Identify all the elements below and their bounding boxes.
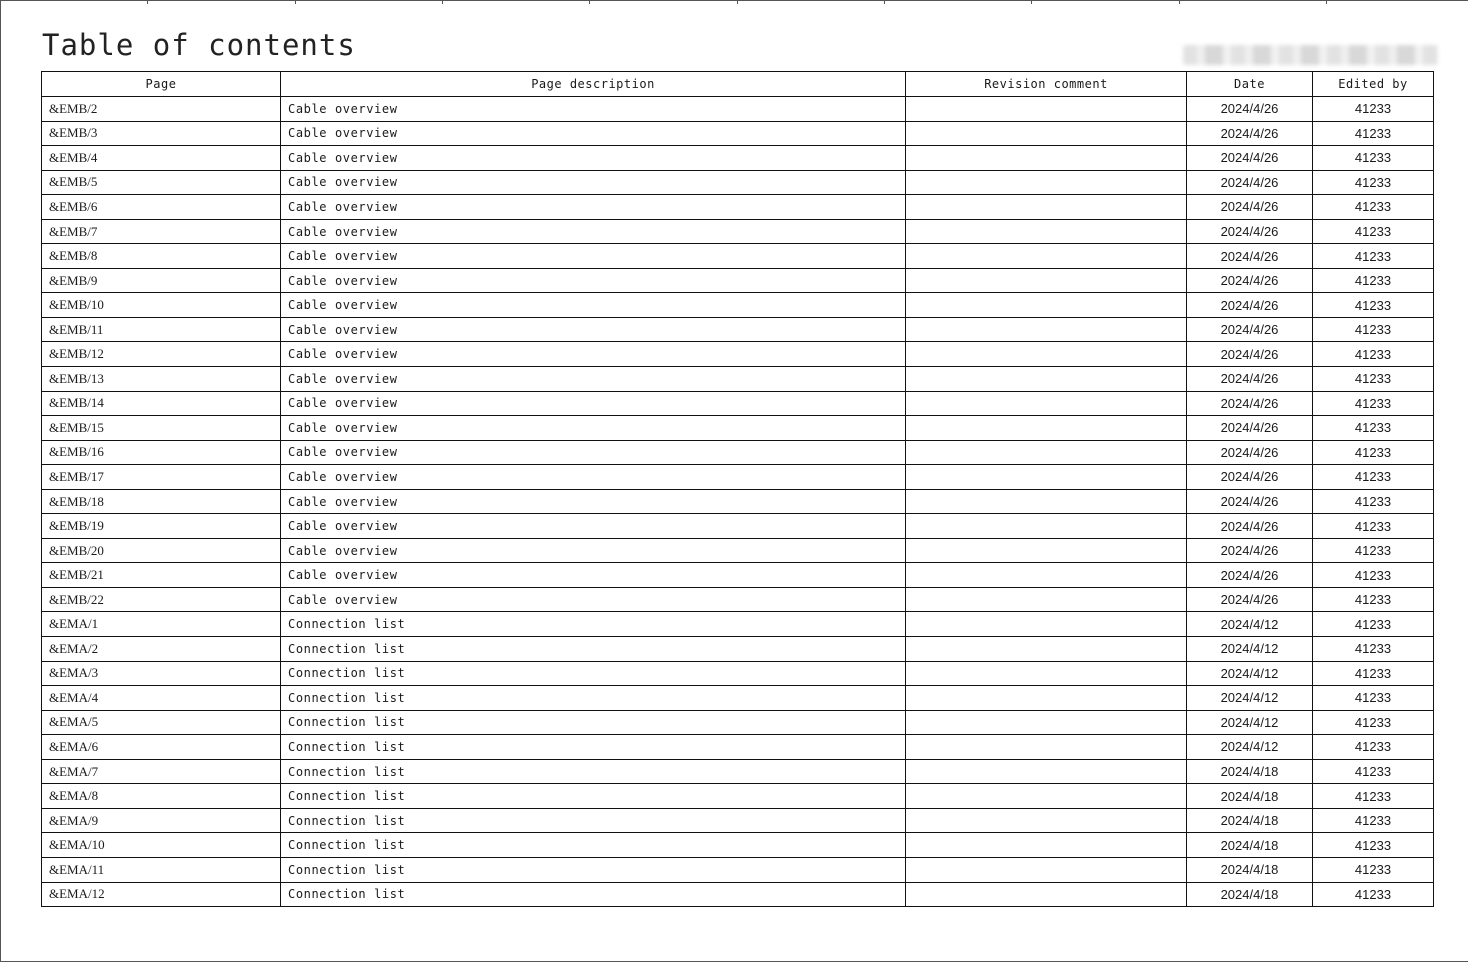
header-revision-comment: Revision comment: [906, 72, 1187, 97]
cell-date: 2024/4/18: [1187, 882, 1313, 907]
cell-page: &EMB/10: [42, 293, 281, 318]
cell-page: &EMB/9: [42, 268, 281, 293]
cell-date: 2024/4/26: [1187, 416, 1313, 441]
cell-revision-comment: [906, 293, 1187, 318]
cell-revision-comment: [906, 587, 1187, 612]
cell-revision-comment: [906, 146, 1187, 171]
cell-page-description: Cable overview: [281, 170, 906, 195]
cell-page-description: Connection list: [281, 686, 906, 711]
cell-page-description: Cable overview: [281, 342, 906, 367]
header-page: Page: [42, 72, 281, 97]
cell-edited-by: 41233: [1313, 637, 1434, 662]
cell-page: &EMB/16: [42, 440, 281, 465]
cell-page: &EMB/3: [42, 121, 281, 146]
cell-edited-by: 41233: [1313, 342, 1434, 367]
frame-tick: [1326, 0, 1327, 4]
table-row: [42, 317, 1434, 342]
cell-date: 2024/4/18: [1187, 784, 1313, 809]
table-row: [42, 146, 1434, 171]
cell-edited-by: 41233: [1313, 563, 1434, 588]
cell-edited-by: 41233: [1313, 735, 1434, 760]
cell-edited-by: 41233: [1313, 440, 1434, 465]
cell-date: 2024/4/26: [1187, 244, 1313, 269]
cell-page-description: Cable overview: [281, 391, 906, 416]
cell-page-description: Cable overview: [281, 317, 906, 342]
table-row: [42, 661, 1434, 686]
cell-edited-by: 41233: [1313, 489, 1434, 514]
cell-date: 2024/4/12: [1187, 735, 1313, 760]
cell-page: &EMB/18: [42, 489, 281, 514]
table-row: [42, 465, 1434, 490]
table-row: [42, 440, 1434, 465]
cell-page: &EMA/8: [42, 784, 281, 809]
cell-page: &EMB/14: [42, 391, 281, 416]
cell-edited-by: 41233: [1313, 367, 1434, 392]
cell-revision-comment: [906, 440, 1187, 465]
cell-date: 2024/4/12: [1187, 710, 1313, 735]
frame-tick: [589, 0, 590, 4]
frame-tick: [147, 0, 148, 4]
cell-revision-comment: [906, 882, 1187, 907]
cell-revision-comment: [906, 317, 1187, 342]
cell-revision-comment: [906, 342, 1187, 367]
cell-date: 2024/4/18: [1187, 808, 1313, 833]
cell-page-description: Connection list: [281, 735, 906, 760]
cell-edited-by: 41233: [1313, 612, 1434, 637]
table-row: [42, 489, 1434, 514]
table-row: [42, 882, 1434, 907]
page-title: Table of contents: [42, 28, 356, 62]
cell-page: &EMB/15: [42, 416, 281, 441]
cell-date: 2024/4/18: [1187, 759, 1313, 784]
cell-edited-by: 41233: [1313, 121, 1434, 146]
header-edited-by: Edited by: [1313, 72, 1434, 97]
table-row: [42, 563, 1434, 588]
table-row: [42, 735, 1434, 760]
cell-revision-comment: [906, 735, 1187, 760]
cell-page-description: Connection list: [281, 637, 906, 662]
cell-date: 2024/4/18: [1187, 857, 1313, 882]
cell-page-description: Connection list: [281, 612, 906, 637]
cell-edited-by: 41233: [1313, 514, 1434, 539]
cell-page: &EMB/11: [42, 317, 281, 342]
cell-revision-comment: [906, 514, 1187, 539]
cell-revision-comment: [906, 538, 1187, 563]
cell-edited-by: 41233: [1313, 833, 1434, 858]
cell-page-description: Cable overview: [281, 538, 906, 563]
cell-page-description: Cable overview: [281, 367, 906, 392]
table-row: [42, 710, 1434, 735]
cell-date: 2024/4/26: [1187, 514, 1313, 539]
cell-page: &EMA/4: [42, 686, 281, 711]
cell-page: &EMB/4: [42, 146, 281, 171]
cell-revision-comment: [906, 416, 1187, 441]
table-row: [42, 170, 1434, 195]
cell-date: 2024/4/12: [1187, 637, 1313, 662]
cell-page-description: Connection list: [281, 759, 906, 784]
cell-date: 2024/4/26: [1187, 170, 1313, 195]
cell-revision-comment: [906, 489, 1187, 514]
cell-date: 2024/4/26: [1187, 440, 1313, 465]
cell-date: 2024/4/26: [1187, 587, 1313, 612]
cell-page-description: Cable overview: [281, 97, 906, 122]
cell-date: 2024/4/26: [1187, 268, 1313, 293]
cell-revision-comment: [906, 195, 1187, 220]
table-row: [42, 538, 1434, 563]
cell-page-description: Cable overview: [281, 465, 906, 490]
cell-revision-comment: [906, 563, 1187, 588]
cell-page-description: Cable overview: [281, 268, 906, 293]
header-page-description: Page description: [281, 72, 906, 97]
cell-edited-by: 41233: [1313, 710, 1434, 735]
cell-date: 2024/4/26: [1187, 219, 1313, 244]
frame-tick: [1179, 0, 1180, 4]
cell-page: &EMA/6: [42, 735, 281, 760]
cell-revision-comment: [906, 612, 1187, 637]
cell-revision-comment: [906, 686, 1187, 711]
cell-revision-comment: [906, 121, 1187, 146]
cell-page: &EMB/20: [42, 538, 281, 563]
cell-date: 2024/4/12: [1187, 612, 1313, 637]
cell-edited-by: 41233: [1313, 882, 1434, 907]
cell-edited-by: 41233: [1313, 759, 1434, 784]
cell-page: &EMA/12: [42, 882, 281, 907]
cell-date: 2024/4/26: [1187, 489, 1313, 514]
cell-date: 2024/4/26: [1187, 97, 1313, 122]
table-row: [42, 121, 1434, 146]
cell-page: &EMB/22: [42, 587, 281, 612]
cell-date: 2024/4/12: [1187, 686, 1313, 711]
cell-page: &EMA/3: [42, 661, 281, 686]
cell-page-description: Cable overview: [281, 293, 906, 318]
cell-page: &EMB/6: [42, 195, 281, 220]
table-row: [42, 268, 1434, 293]
table-row: [42, 293, 1434, 318]
cell-revision-comment: [906, 268, 1187, 293]
cell-date: 2024/4/26: [1187, 391, 1313, 416]
cell-edited-by: 41233: [1313, 146, 1434, 171]
table-row: [42, 784, 1434, 809]
table-row: [42, 857, 1434, 882]
cell-edited-by: 41233: [1313, 195, 1434, 220]
table-row: [42, 587, 1434, 612]
cell-page-description: Connection list: [281, 808, 906, 833]
cell-date: 2024/4/26: [1187, 538, 1313, 563]
cell-page-description: Connection list: [281, 710, 906, 735]
cell-edited-by: 41233: [1313, 268, 1434, 293]
cell-edited-by: 41233: [1313, 465, 1434, 490]
cell-revision-comment: [906, 465, 1187, 490]
table-row: [42, 244, 1434, 269]
cell-date: 2024/4/26: [1187, 121, 1313, 146]
frame-tick: [1031, 0, 1032, 4]
cell-page-description: Cable overview: [281, 440, 906, 465]
table-row: [42, 219, 1434, 244]
cell-page: &EMA/7: [42, 759, 281, 784]
cell-edited-by: 41233: [1313, 170, 1434, 195]
cell-edited-by: 41233: [1313, 416, 1434, 441]
table-row: [42, 759, 1434, 784]
cell-revision-comment: [906, 391, 1187, 416]
cell-revision-comment: [906, 808, 1187, 833]
table-row: [42, 514, 1434, 539]
redacted-logo: [1183, 45, 1438, 65]
cell-edited-by: 41233: [1313, 244, 1434, 269]
cell-page: &EMA/9: [42, 808, 281, 833]
cell-revision-comment: [906, 367, 1187, 392]
table-body: [42, 97, 1434, 907]
table-row: [42, 637, 1434, 662]
cell-revision-comment: [906, 857, 1187, 882]
cell-revision-comment: [906, 759, 1187, 784]
cell-revision-comment: [906, 637, 1187, 662]
table-row: [42, 342, 1434, 367]
cell-revision-comment: [906, 661, 1187, 686]
cell-page: &EMA/1: [42, 612, 281, 637]
cell-date: 2024/4/26: [1187, 195, 1313, 220]
cell-edited-by: 41233: [1313, 317, 1434, 342]
cell-page-description: Cable overview: [281, 195, 906, 220]
table-row: [42, 833, 1434, 858]
cell-page: &EMB/12: [42, 342, 281, 367]
cell-page-description: Cable overview: [281, 219, 906, 244]
cell-edited-by: 41233: [1313, 808, 1434, 833]
cell-date: 2024/4/26: [1187, 563, 1313, 588]
cell-edited-by: 41233: [1313, 391, 1434, 416]
cell-edited-by: 41233: [1313, 661, 1434, 686]
cell-page-description: Connection list: [281, 661, 906, 686]
cell-revision-comment: [906, 219, 1187, 244]
cell-edited-by: 41233: [1313, 219, 1434, 244]
cell-revision-comment: [906, 833, 1187, 858]
toc-table: [41, 71, 1434, 907]
frame-tick: [884, 0, 885, 4]
table-row: [42, 416, 1434, 441]
cell-edited-by: 41233: [1313, 784, 1434, 809]
cell-edited-by: 41233: [1313, 587, 1434, 612]
cell-page-description: Cable overview: [281, 146, 906, 171]
frame-tick: [442, 0, 443, 4]
cell-page-description: Cable overview: [281, 587, 906, 612]
cell-revision-comment: [906, 784, 1187, 809]
frame-tick: [295, 0, 296, 4]
cell-date: 2024/4/26: [1187, 367, 1313, 392]
cell-revision-comment: [906, 170, 1187, 195]
cell-page: &EMB/5: [42, 170, 281, 195]
cell-revision-comment: [906, 710, 1187, 735]
table-row: [42, 195, 1434, 220]
cell-page-description: Connection list: [281, 882, 906, 907]
cell-edited-by: 41233: [1313, 686, 1434, 711]
cell-page: &EMB/8: [42, 244, 281, 269]
table-row: [42, 612, 1434, 637]
cell-page: &EMA/10: [42, 833, 281, 858]
cell-page: &EMB/13: [42, 367, 281, 392]
cell-date: 2024/4/26: [1187, 146, 1313, 171]
table-row: [42, 367, 1434, 392]
cell-page-description: Cable overview: [281, 489, 906, 514]
cell-page-description: Connection list: [281, 833, 906, 858]
cell-page-description: Cable overview: [281, 514, 906, 539]
table-header-row: [42, 72, 1434, 97]
table-row: [42, 808, 1434, 833]
cell-page: &EMB/19: [42, 514, 281, 539]
cell-date: 2024/4/12: [1187, 661, 1313, 686]
page-frame-ticks: [0, 0, 1470, 4]
cell-date: 2024/4/26: [1187, 342, 1313, 367]
table-row: [42, 686, 1434, 711]
cell-date: 2024/4/26: [1187, 293, 1313, 318]
cell-page-description: Cable overview: [281, 416, 906, 441]
cell-edited-by: 41233: [1313, 538, 1434, 563]
cell-date: 2024/4/26: [1187, 317, 1313, 342]
cell-page-description: Cable overview: [281, 563, 906, 588]
cell-edited-by: 41233: [1313, 293, 1434, 318]
cell-date: 2024/4/26: [1187, 465, 1313, 490]
cell-page-description: Connection list: [281, 784, 906, 809]
cell-page: &EMB/17: [42, 465, 281, 490]
cell-edited-by: 41233: [1313, 857, 1434, 882]
cell-page: &EMA/11: [42, 857, 281, 882]
table-row: [42, 97, 1434, 122]
cell-date: 2024/4/18: [1187, 833, 1313, 858]
cell-page: &EMB/7: [42, 219, 281, 244]
cell-page: &EMA/2: [42, 637, 281, 662]
cell-page: &EMB/21: [42, 563, 281, 588]
cell-edited-by: 41233: [1313, 97, 1434, 122]
cell-page-description: Cable overview: [281, 121, 906, 146]
cell-revision-comment: [906, 244, 1187, 269]
cell-page: &EMA/5: [42, 710, 281, 735]
header-date: Date: [1187, 72, 1313, 97]
cell-page: &EMB/2: [42, 97, 281, 122]
frame-tick: [737, 0, 738, 4]
cell-revision-comment: [906, 97, 1187, 122]
cell-page-description: Cable overview: [281, 244, 906, 269]
table-row: [42, 391, 1434, 416]
cell-page-description: Connection list: [281, 857, 906, 882]
